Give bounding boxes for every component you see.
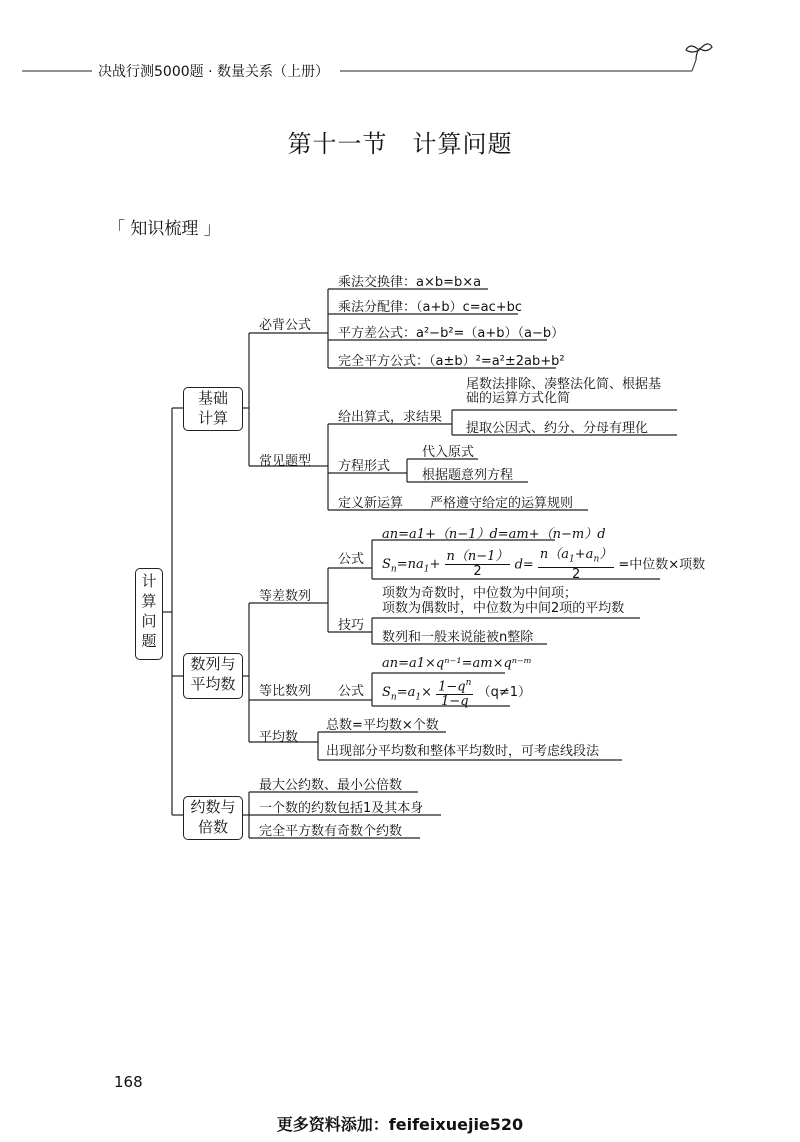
type-item: 代入原式 (422, 445, 475, 460)
footer-note: 更多资料添加：feifeixuejie520 (276, 1115, 524, 1134)
arith-formula-2-suffix: =中位数×项数 (618, 557, 706, 573)
geo-formula-1: an=a1×qⁿ⁻¹=am×qⁿ⁻ᵐ (382, 656, 532, 671)
geo-formula-2: $S_n=a_1\times$ $\frac{1-q^n}{1-q}$ （q≠1） (382, 678, 531, 710)
geo-formula-label: 公式 (338, 684, 365, 699)
avg-item: 总数=平均数×个数 (326, 718, 439, 733)
arith-tips-label: 技巧 (338, 618, 365, 633)
sub-must-memorize: 必背公式 (259, 318, 312, 333)
tip-item: 数列和一般来说能被n整除 (382, 630, 534, 645)
branch-basic-calc: 基础 计算 (183, 387, 243, 431)
formula-item: 完全平方公式：（a±b）²=a²±2ab+b² (338, 354, 565, 369)
divisor-item: 完全平方数有奇数个约数 (259, 824, 403, 839)
sub-common-types: 常见题型 (259, 454, 312, 469)
type-given-expression: 给出算式，求结果 (338, 410, 443, 425)
geo-formula-2-cond: （q≠1） (477, 685, 531, 701)
type-item: 提取公因式、约分、分母有理化 (466, 421, 649, 436)
section-label: 「 知识梳理 」 (108, 219, 221, 239)
avg-item: 出现部分平均数和整体平均数时，可考虑线段法 (326, 744, 600, 759)
type-equation: 方程形式 (338, 459, 391, 474)
sub-geometric: 等比数列 (259, 684, 312, 699)
formula-item: 乘法分配律：（a+b）c=ac+bc (338, 300, 523, 315)
tip-item: 项数为奇数时，中位数为中间项； (382, 586, 578, 601)
page-number: 168 (114, 1073, 143, 1091)
tip-item: 项数为偶数时，中位数为中间2项的平均数 (382, 601, 625, 616)
divisor-item: 最大公约数、最小公倍数 (259, 778, 403, 793)
sub-arithmetic: 等差数列 (259, 589, 312, 604)
formula-item: 平方差公式：a²−b²=（a+b）（a−b） (338, 326, 565, 341)
type-item: 尾数法排除、凑整法化简、根据基础的运算方式化简 (466, 377, 662, 406)
arith-formula-2: $S_n=na_1+$ $\frac{n(n-1)}{2}$ d= $\frac{n(a_1+a_n)}{2}$ =中位数×项数 (382, 547, 706, 582)
branch-sequence-average: 数列与 平均数 (183, 653, 243, 699)
type-item: 根据题意列方程 (422, 468, 514, 483)
mindmap-root: 计 算 问 题 (135, 568, 163, 660)
header-book-title: 决战行测5000题 · 数量关系（上册） (98, 64, 329, 80)
type-new-operation: 定义新运算 (338, 496, 404, 511)
page-title: 第十一节 计算问题 (287, 130, 513, 158)
type-item: 严格遵守给定的运算规则 (430, 496, 574, 511)
branch-divisor-multiple: 约数与 倍数 (183, 796, 243, 840)
arith-formula-1: an=a1+（n−1）d=am+（n−m）d (382, 527, 606, 542)
divisor-item: 一个数的约数包括1及其本身 (259, 801, 424, 816)
formula-item: 乘法交换律：a×b=b×a (338, 275, 482, 290)
sub-average: 平均数 (259, 730, 299, 745)
arith-formula-label: 公式 (338, 552, 365, 567)
